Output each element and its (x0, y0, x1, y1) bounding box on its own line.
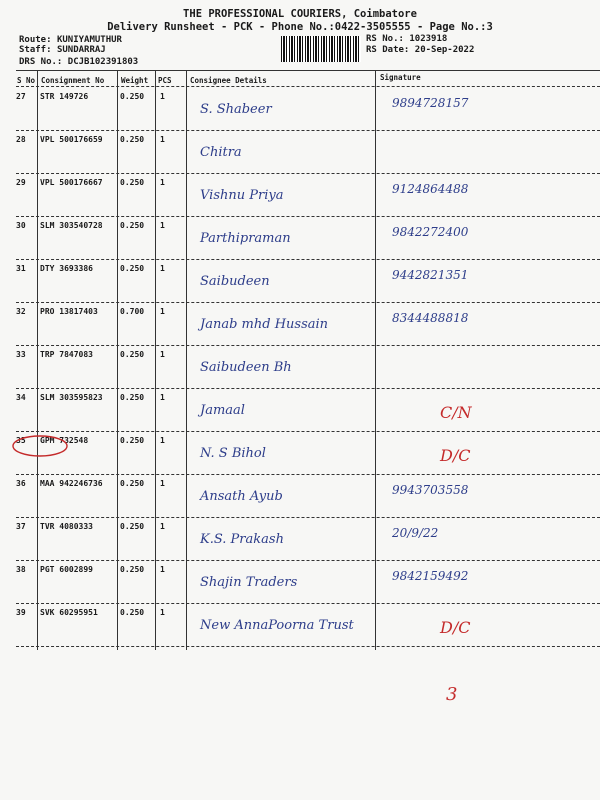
row-consignee: N. S Bihol (200, 446, 266, 461)
table-row (0, 389, 600, 432)
staff-line (19, 45, 106, 55)
staff-label: Staff: (19, 45, 52, 55)
table-top-rule (16, 70, 600, 71)
row-weight: 0.250 (120, 393, 145, 402)
row-weight: 0.250 (120, 479, 145, 488)
table-header-rule (16, 86, 600, 87)
row-signature: 9943703558 (392, 483, 469, 497)
row-consignee: S. Shabeer (200, 102, 272, 117)
rs-date-value: 20-Sep-2022 (414, 45, 475, 55)
col-header-consignment: Consignment No (41, 76, 105, 85)
row-consignment-no: SLM 303595823 (40, 393, 103, 402)
row-pcs: 1 (160, 264, 165, 273)
rs-no-label: RS No.: (366, 34, 404, 44)
row-weight: 0.250 (120, 522, 145, 531)
red-circle-mark (10, 433, 70, 459)
row-pcs: 1 (160, 135, 165, 144)
row-pcs: 1 (160, 307, 165, 316)
row-pcs: 1 (160, 479, 165, 488)
row-weight: 0.250 (120, 178, 145, 187)
drs-barcode (281, 36, 361, 62)
row-weight: 0.250 (120, 608, 145, 617)
rs-no-value: 1023918 (409, 34, 448, 44)
row-signature: 9894728157 (392, 96, 469, 110)
row-rule (16, 646, 600, 647)
row-sno: 27 (16, 92, 26, 101)
row-pcs: 1 (160, 221, 165, 230)
row-consignee: Saibudeen (200, 274, 270, 289)
table-row (0, 432, 600, 475)
row-signature: C/N (440, 403, 472, 422)
row-sno: 31 (16, 264, 26, 273)
row-consignee: Janab mhd Hussain (200, 317, 329, 332)
row-consignee: Vishnu Priya (200, 188, 284, 203)
row-pcs: 1 (160, 350, 165, 359)
row-signature: 9842159492 (392, 569, 469, 583)
row-consignment-no: VPL 500176667 (40, 178, 103, 187)
row-consignment-no: PRO 13817403 (40, 307, 98, 316)
row-consignment-no: STR 149726 (40, 92, 89, 101)
table-row (0, 475, 600, 518)
row-weight: 0.250 (120, 565, 145, 574)
row-sno: 32 (16, 307, 26, 316)
row-consignment-no: TVR 4080333 (40, 522, 93, 531)
row-consignment-no: SVK 60295951 (40, 608, 98, 617)
row-signature: 9842272400 (392, 225, 469, 239)
row-consignment-no: SLM 303540728 (40, 221, 103, 230)
row-consignee: Parthipraman (200, 231, 291, 246)
staff-value: SUNDARRAJ (56, 45, 106, 55)
col-header-sno: S No (17, 76, 36, 85)
table-row (0, 260, 600, 303)
col-header-weight: Weight (121, 76, 149, 85)
rs-date-line (366, 45, 474, 55)
runsheet-subtitle: Delivery Runsheet - PCK - Phone No.:0422-3505555 - Page No.:3 (107, 21, 493, 33)
row-consignee: Jamaal (200, 403, 245, 418)
row-signature: D/C (440, 618, 471, 637)
table-row (0, 604, 600, 647)
row-consignee: New AnnaPoorna Trust (200, 618, 354, 633)
row-pcs: 1 (160, 608, 165, 617)
row-pcs: 1 (160, 393, 165, 402)
row-signature: 8344488818 (392, 311, 469, 325)
col-header-consignee: Consignee Details (190, 76, 267, 85)
row-weight: 0.250 (120, 350, 145, 359)
table-row (0, 174, 600, 217)
row-weight: 0.250 (120, 264, 145, 273)
row-pcs: 1 (160, 92, 165, 101)
row-sno: 38 (16, 565, 26, 574)
row-consignee: Saibudeen Bh (200, 360, 292, 375)
row-weight: 0.700 (120, 307, 145, 316)
row-consignment-no: VPL 500176659 (40, 135, 103, 144)
row-sno: 39 (16, 608, 26, 617)
row-consignee: Ansath Ayub (200, 489, 283, 504)
table-row (0, 518, 600, 561)
company-title: THE PROFESSIONAL COURIERS, Coimbatore (183, 8, 417, 20)
row-pcs: 1 (160, 522, 165, 531)
row-consignment-no: MAA 942246736 (40, 479, 103, 488)
row-weight: 0.250 (120, 221, 145, 230)
row-consignee: K.S. Prakash (200, 532, 284, 547)
row-sno: 30 (16, 221, 26, 230)
table-row (0, 217, 600, 260)
row-consignment-no: PGT 6002899 (40, 565, 93, 574)
row-signature: 9124864488 (392, 182, 469, 196)
row-pcs: 1 (160, 436, 165, 445)
row-sno: 28 (16, 135, 26, 144)
row-weight: 0.250 (120, 436, 145, 445)
table-row (0, 303, 600, 346)
row-sno: 35 (16, 436, 26, 445)
row-signature: 9442821351 (392, 268, 469, 282)
table-row (0, 346, 600, 389)
drs-line (19, 57, 138, 67)
rs-no-line (366, 34, 447, 44)
row-sno: 36 (16, 479, 26, 488)
row-consignment-no: TRP 7847083 (40, 350, 93, 359)
row-weight: 0.250 (120, 92, 145, 101)
row-signature: D/C (440, 446, 471, 465)
route-line (19, 35, 122, 45)
row-consignee: Chitra (200, 145, 242, 160)
page-number-mark: 3 (446, 684, 458, 705)
row-consignee: Shajin Traders (200, 575, 298, 590)
row-sno: 34 (16, 393, 26, 402)
table-row (0, 561, 600, 604)
row-consignment-no: GPM 732548 (40, 436, 89, 445)
drs-value: DCJB102391803 (67, 57, 139, 67)
col-header-signature: Signature (380, 73, 421, 82)
row-consignment-no: DTY 3693386 (40, 264, 93, 273)
row-weight: 0.250 (120, 135, 145, 144)
table-row (0, 131, 600, 174)
row-pcs: 1 (160, 565, 165, 574)
route-label: Route: (19, 35, 52, 45)
row-sno: 33 (16, 350, 26, 359)
drs-label: DRS No.: (19, 57, 63, 67)
route-value: KUNIYAMUTHUR (56, 35, 122, 45)
row-pcs: 1 (160, 178, 165, 187)
row-signature: 20/9/22 (392, 526, 439, 540)
row-sno: 37 (16, 522, 26, 531)
table-row (0, 88, 600, 131)
rs-date-label: RS Date: (366, 45, 410, 55)
col-header-pcs: PCS (158, 76, 172, 85)
row-sno: 29 (16, 178, 26, 187)
